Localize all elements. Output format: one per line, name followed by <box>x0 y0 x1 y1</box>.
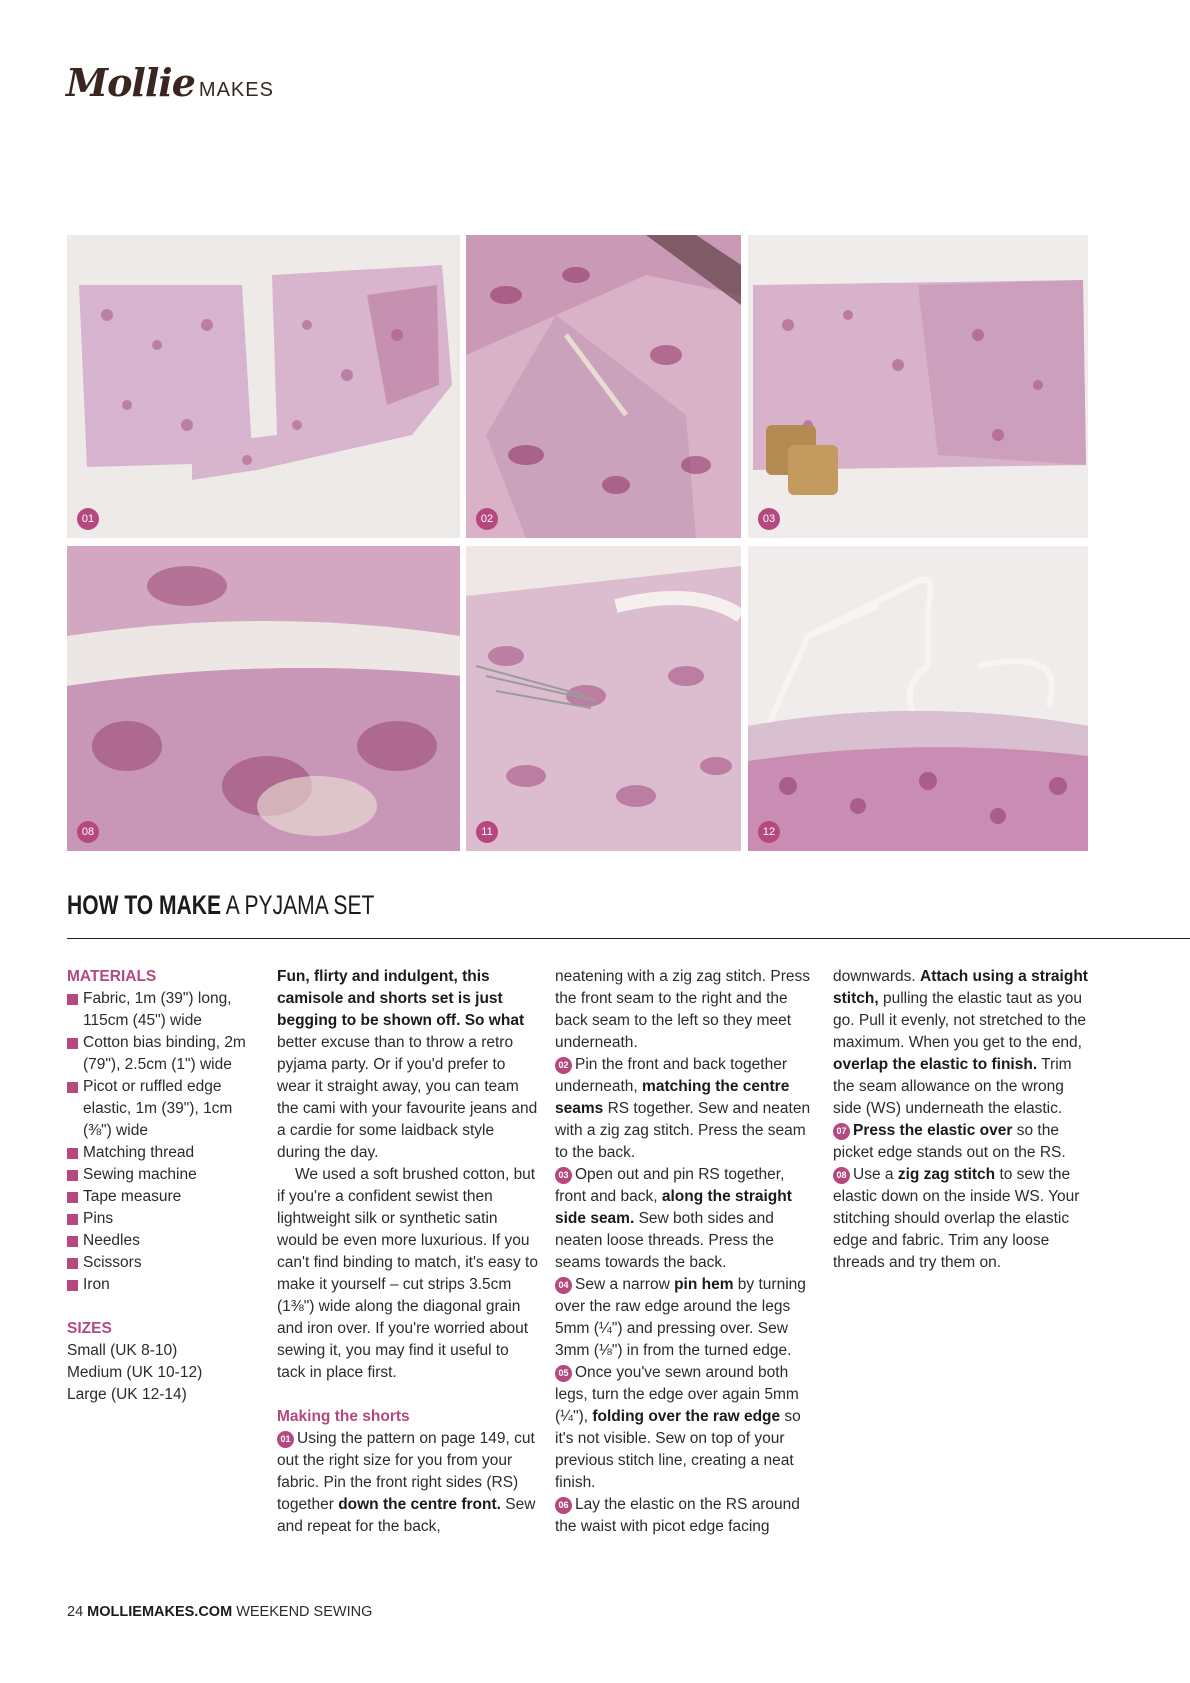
material-item: Cotton bias binding, 2m (79"), 2.5cm (1") wide <box>67 1032 257 1076</box>
step-bold: pin hem <box>674 1276 734 1293</box>
fabric-paragraph: We used a soft brushed cotton, but if you're a confident sewist then lightweight silk or synthetic satin would be even more luxurious. If you can't find binding to match, it's easy to make it yourself – cut strips 3.5cm (1⅜") wide along the diagonal grain and iron over. If you're worried about sewing it, you may find it useful to tack in place first. <box>277 1166 538 1381</box>
step-bold: Attach using a straight stitch, <box>833 968 1088 1007</box>
sizes-heading: SIZES <box>67 1320 112 1337</box>
photo-step-12 <box>748 546 1088 851</box>
body-column-3 <box>555 966 817 1538</box>
materials-heading: MATERIALS <box>67 968 157 985</box>
photo-step-badge: 08 <box>77 821 99 843</box>
material-item: Matching thread <box>67 1142 257 1164</box>
step-text: Once you've sewn around both legs, turn the edge over again 5mm (¼"), <box>555 1364 799 1425</box>
step-text: pulling the elastic taut as you go. Pull it evenly, not stretched to the maximum. When you get to the end, <box>833 990 1087 1051</box>
step-text: so the picket edge stands out on the RS. <box>833 1122 1066 1161</box>
footer-site: MOLLIEMAKES.COM <box>87 1604 233 1620</box>
step-number-badge: 08 <box>833 1167 850 1184</box>
title-rule <box>67 938 1190 939</box>
masthead-logo <box>66 60 274 104</box>
page-number: 24 <box>67 1604 84 1620</box>
photo-step-badge: 01 <box>77 508 99 530</box>
step-01 <box>277 1428 539 1538</box>
photo-step-badge: 02 <box>476 508 498 530</box>
body-column-2 <box>277 966 539 1538</box>
shorts-subheading: Making the shorts <box>277 1408 410 1425</box>
step-01-continued: neatening with a zig zag stitch. Press the front seam to the right and the back seam to the left so they meet underneath. <box>555 968 811 1051</box>
step-bold: matching the centre seams <box>555 1078 790 1117</box>
step-05 <box>555 1362 817 1494</box>
material-item: Tape measure <box>67 1186 257 1208</box>
size-item: Small (UK 8-10) <box>67 1342 178 1359</box>
step-number-badge: 06 <box>555 1497 572 1514</box>
photo-step-03 <box>748 235 1088 538</box>
step-07 <box>833 1120 1095 1164</box>
step-text: Sew both sides and neaten loose threads. Press the seams towards the back. <box>555 1210 774 1271</box>
intro-rest: better excuse than to throw a retro pyjama party. Or if you'd prefer to wear it straight away, you can team the cami with your favourite jeans and a cardie for some laidback style during the day. <box>277 1034 538 1161</box>
step-bold: overlap the elastic to finish. <box>833 1056 1038 1073</box>
step-text: Sew a narrow <box>575 1276 675 1293</box>
step-text: Lay the elastic on the RS around the waist with picot edge facing <box>555 1496 800 1535</box>
intro-paragraph <box>277 966 539 1164</box>
step-number-badge: 02 <box>555 1057 572 1074</box>
photo-step-01 <box>67 235 460 538</box>
photo-step-badge: 12 <box>758 821 780 843</box>
step-number-badge: 05 <box>555 1365 572 1382</box>
material-item: Picot or ruffled edge elastic, 1m (39"), 1cm (⅜") wide <box>67 1076 257 1142</box>
footer-section: WEEKEND SEWING <box>236 1604 373 1620</box>
step-text: so it's not visible. Sew on top of your previous stitch line, creating a neat finish. <box>555 1408 801 1491</box>
step-08 <box>833 1164 1095 1274</box>
intro-bold: Fun, flirty and indulgent, this camisole and shorts set is just begging to be shown off. So what <box>277 968 525 1029</box>
material-item: Scissors <box>67 1252 257 1274</box>
step-text: to sew the elastic down on the inside WS. Your stitching should overlap the elastic edge and fabric. Trim any loose threads and try them on. <box>833 1166 1080 1271</box>
body-column-4 <box>833 966 1095 1274</box>
step-number-badge: 03 <box>555 1167 572 1184</box>
photo-step-badge: 11 <box>476 821 498 843</box>
logo-script: Mollie <box>66 60 195 105</box>
material-item: Needles <box>67 1230 257 1252</box>
step-text: Pin the front and back together underneath, <box>555 1056 787 1095</box>
step-bold: zig zag stitch <box>897 1166 996 1183</box>
photo-step-02 <box>466 235 741 538</box>
step-03 <box>555 1164 817 1274</box>
step-text: by turning over the raw edge around the legs 5mm (¼") and pressing over. Sew 3mm (⅛") in from the turned edge. <box>555 1276 806 1359</box>
step-04 <box>555 1274 817 1362</box>
step-text: downwards. <box>833 968 921 985</box>
photo-step-11 <box>466 546 741 851</box>
material-item: Fabric, 1m (39") long, 115cm (45") wide <box>67 988 257 1032</box>
step-text: Trim the seam allowance on the wrong side (WS) underneath the elastic. <box>833 1056 1072 1117</box>
section-title-bold: HOW TO MAKE <box>67 890 222 920</box>
step-bold: Press the elastic over <box>853 1122 1013 1139</box>
step-text: Use a <box>853 1166 898 1183</box>
step-bold: along the straight side seam. <box>555 1188 792 1227</box>
step-06-continued <box>833 966 1095 1120</box>
step-text: Sew and repeat for the back, <box>277 1496 536 1535</box>
logo-makes: MAKES <box>198 79 274 101</box>
size-item: Medium (UK 10-12) <box>67 1364 203 1381</box>
material-item: Iron <box>67 1274 257 1296</box>
materials-column <box>67 966 257 1406</box>
photo-step-badge: 03 <box>758 508 780 530</box>
material-item: Sewing machine <box>67 1164 257 1186</box>
step-bold: down the centre front. <box>338 1496 501 1513</box>
step-bold: folding over the raw edge <box>592 1408 781 1425</box>
step-02 <box>555 1054 817 1164</box>
step-text: Using the pattern on page 149, cut out the right size for you from your fabric. Pin the front right sides (RS) together <box>277 1430 535 1513</box>
step-number-badge: 07 <box>833 1123 850 1140</box>
step-text: Open out and pin RS together, front and back, <box>555 1166 785 1205</box>
step-number-badge: 04 <box>555 1277 572 1294</box>
photo-step-08 <box>67 546 460 851</box>
section-title <box>67 890 374 921</box>
size-item: Large (UK 12-14) <box>67 1386 187 1403</box>
material-item: Pins <box>67 1208 257 1230</box>
step-number-badge: 01 <box>277 1431 294 1448</box>
step-text: RS together. Sew and neaten with a zig zag stitch. Press the seam to the back. <box>555 1100 811 1161</box>
section-title-rest: A PYJAMA SET <box>221 890 375 920</box>
page-footer <box>67 1604 372 1620</box>
step-06 <box>555 1494 817 1538</box>
